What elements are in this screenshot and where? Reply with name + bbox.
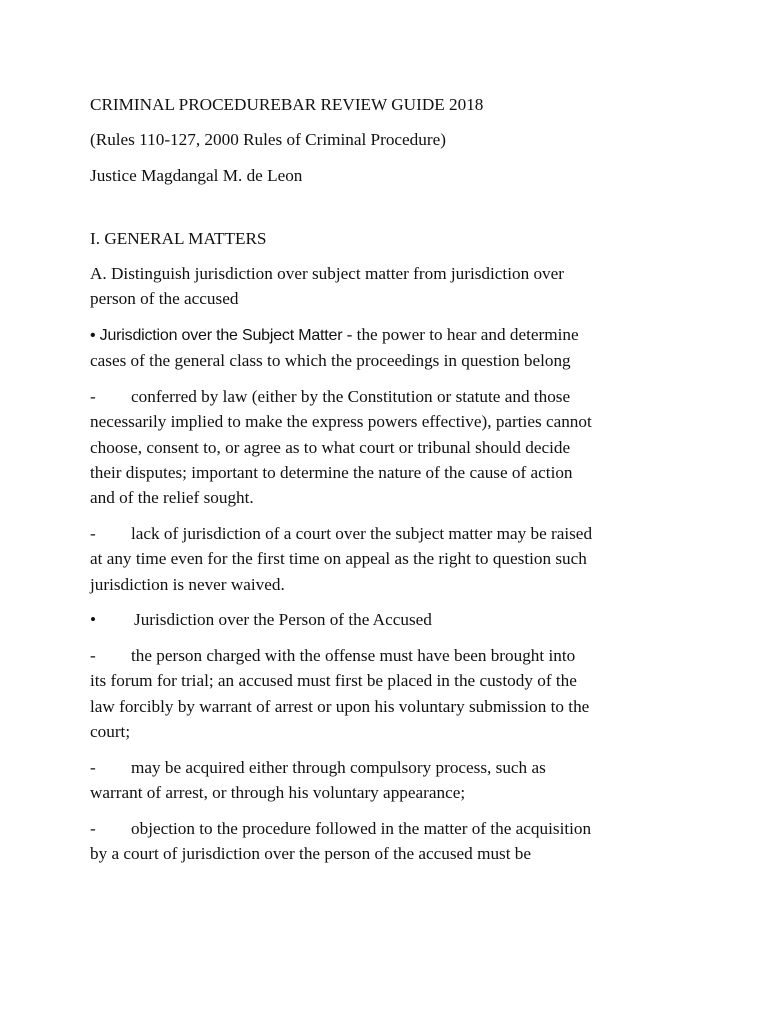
item-a-line: A. Distinguish jurisdiction over subject matter from jurisdiction over [90, 264, 565, 284]
dash-marker: - [90, 646, 96, 665]
p-point-3-text: objection to the procedure followed in the matter of the acquisition [131, 818, 592, 838]
sm-point-2-line: jurisdiction is never waived. [90, 574, 285, 594]
p-point-1-line: court; [90, 721, 131, 741]
p-point-1-line [90, 643, 690, 668]
sm-point-1-line: and of the relief sought. [90, 488, 254, 508]
spacer [90, 188, 690, 226]
bullet-icon: • [90, 610, 97, 630]
p-point-1-line: law forcibly by warrant of arrest or upon his voluntary submission to the [90, 696, 590, 716]
sm-point-2 [90, 521, 690, 597]
sm-point-1-line: their disputes; important to determine the nature of the cause of action [90, 463, 573, 483]
sm-point-1-text: conferred by law (either by the Constitution or statute and those [131, 387, 571, 407]
document-title: CRIMINAL PROCEDUREBAR REVIEW GUIDE 2018 [90, 95, 484, 114]
p-point-3 [90, 816, 690, 867]
item-a-line: person of the accused [90, 289, 239, 309]
subject-matter-line: cases of the general class to which the proceedings in question belong [90, 351, 571, 371]
subject-matter-term: Jurisdiction over the Subject Matter [99, 327, 343, 345]
p-point-1-text: the person charged with the offense must have been brought into [131, 646, 576, 665]
p-point-3-line [90, 816, 690, 841]
p-point-2-text: may be acquired either through compulsory process, such as [131, 757, 546, 777]
p-point-2-line [90, 755, 690, 780]
sm-point-1-line: necessarily implied to make the express powers effective), parties cannot [90, 412, 592, 432]
subject-matter-line [90, 322, 690, 348]
sm-point-1-line [90, 384, 690, 409]
sm-point-1 [90, 384, 690, 510]
p-point-3-line: by a court of jurisdiction over the person of the accused must be [90, 843, 532, 863]
dash-marker: - [90, 524, 96, 544]
sm-point-2-line: at any time even for the first time on appeal as the right to question such [90, 549, 587, 569]
person-heading-line [90, 607, 690, 632]
person-heading-text: Jurisdiction over the Person of the Accused [134, 610, 432, 630]
subject-matter-definition: - the power to hear and determine [342, 325, 579, 345]
dash-marker: - [90, 757, 96, 777]
dash-marker: - [90, 818, 96, 838]
section-heading: I. GENERAL MATTERS [90, 228, 267, 248]
item-a-paragraph [90, 261, 690, 312]
document-page [90, 92, 690, 877]
p-point-2-line: warrant of arrest, or through his voluntary appearance; [90, 782, 466, 802]
sm-point-1-line: choose, consent to, or agree as to what court or tribunal should decide [90, 437, 571, 457]
subject-matter-paragraph [90, 322, 690, 374]
p-point-1 [90, 643, 690, 744]
document-subtitle: (Rules 110-127, 2000 Rules of Criminal Procedure) [90, 130, 446, 150]
sm-point-2-text: lack of jurisdiction of a court over the subject matter may be raised [131, 524, 593, 544]
sm-point-2-line [90, 521, 690, 546]
document-author: Justice Magdangal M. de Leon [90, 165, 303, 185]
dash-marker: - [90, 387, 96, 407]
p-point-2 [90, 755, 690, 806]
p-point-1-line: its forum for trial; an accused must first be placed in the custody of the [90, 671, 577, 691]
person-heading [90, 607, 690, 632]
bullet-icon: • [90, 327, 100, 345]
